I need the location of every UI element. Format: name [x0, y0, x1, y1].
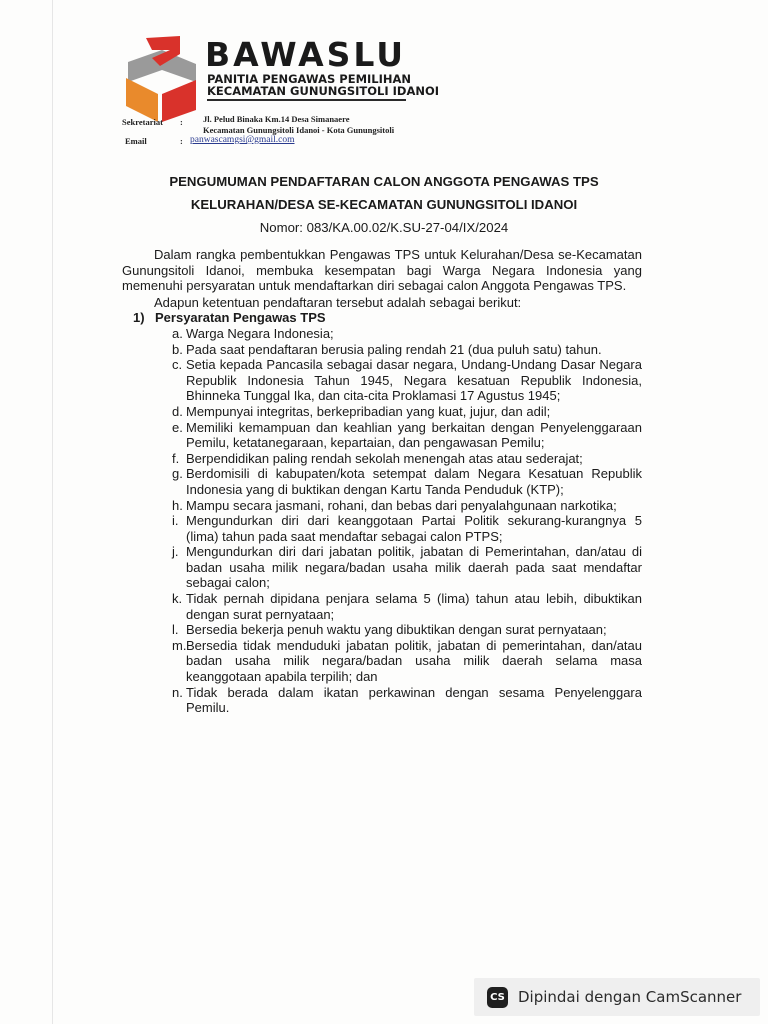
- logo-red-box-left: [162, 80, 196, 122]
- requirement-item: [172, 466, 642, 497]
- org-name: BAWASLU: [205, 35, 407, 74]
- requirement-item: [172, 622, 642, 638]
- email-colon: :: [180, 136, 183, 146]
- requirement-letter: h.: [172, 497, 183, 513]
- camscanner-watermark: [474, 978, 760, 1016]
- requirement-letter: f.: [172, 450, 180, 466]
- requirement-letter: k.: [172, 591, 183, 607]
- requirement-text: Setia kepada Pancasila sebagai dasar negara, Undang-Undang Dasar Negara Republik Indonesia Tahun 1945, Negara kesatuan Republik Indonesia, Bhinneka Tunggal Ika, dan cita-cita Proklamasi 17 Agustus 1945;: [186, 357, 642, 404]
- logo-orange-box: [126, 78, 158, 122]
- page-edge-shadow: [52, 0, 53, 1024]
- requirement-item: [172, 685, 642, 716]
- requirement-item: [172, 357, 642, 404]
- requirement-text: Bersedia tidak menduduki jabatan politik, jabatan di pemerintahan, dan/atau badan usaha milik negara/badan usaha milik daerah selama masa keanggotaan apabila terpilih; dan: [186, 637, 642, 685]
- requirement-text: Memiliki kemampuan dan keahlian yang berkaitan dengan Penyelenggaraan Pemilu, ketatanegaraan, kepartaian, dan pengawasan Pemilu;: [186, 419, 642, 451]
- requirement-text: Mampu secara jasmani, rohani, dan bebas dari penyalahgunaan narkotika;: [186, 497, 617, 513]
- requirement-item: [172, 326, 642, 342]
- requirement-text: Mengundurkan diri dari jabatan politik, jabatan di Pemerintahan, dan/atau di badan usaha milik negara/badan usaha milik daerah pada saat mendaftar sebagai calon;: [186, 544, 642, 591]
- requirement-text: Berpendidikan paling rendah sekolah menengah atas atau sederajat;: [186, 450, 583, 466]
- camscanner-icon: CS: [487, 987, 508, 1008]
- requirement-item: [172, 513, 642, 544]
- requirement-letter: a.: [172, 325, 183, 341]
- requirement-letter: j.: [172, 544, 179, 560]
- requirement-text: Tidak berada dalam ikatan perkawinan dengan sesama Penyelenggara Pemilu.: [186, 684, 642, 716]
- header-rule: [207, 99, 406, 101]
- document-body: [122, 247, 642, 716]
- sekretariat-colon: :: [180, 117, 183, 127]
- requirement-letter: e.: [172, 419, 183, 435]
- ketentuan-line: Adapun ketentuan pendaftaran tersebut adalah sebagai berikut:: [154, 294, 522, 310]
- org-line-1: PANITIA PENGAWAS PEMILIHAN: [207, 72, 412, 86]
- requirement-text: Tidak pernah dipidana penjara selama 5 (lima) tahun atau lebih, dibuktikan dengan surat pernyataan;: [186, 591, 642, 622]
- requirement-letter: n.: [172, 684, 183, 700]
- section-title: Persyaratan Pengawas TPS: [155, 310, 326, 326]
- org-line-2: KECAMATAN GUNUNGSITOLI IDANOI: [207, 84, 440, 98]
- requirement-item: [172, 498, 642, 514]
- requirement-item: [172, 591, 642, 622]
- document-number: Nomor: 083/KA.00.02/K.SU-27-04/IX/2024: [259, 220, 509, 235]
- sekretariat-label: Sekretariat: [122, 117, 163, 127]
- intro-paragraph: Dalam rangka pembentukkan Pengawas TPS untuk Kelurahan/Desa se-Kecamatan Gunungsitoli Idanoi, membuka kesempatan bagi Warga Negara Indonesia yang memenuhi persyaratan untuk mendaftarkan diri sebagai calon Anggota Pengawas TPS.: [122, 247, 642, 294]
- requirement-text: Berdomisili di kabupaten/kota setempat dalam Negara Kesatuan Republik Indonesia yang di buktikan dengan Kartu Tanda Penduduk (KTP);: [186, 466, 642, 497]
- email-label: Email: [125, 136, 147, 146]
- document-title-line-2: KELURAHAN/DESA SE-KECAMATAN GUNUNGSITOLI IDANOI: [190, 197, 578, 212]
- document-title-line-1: PENGUMUMAN PENDAFTARAN CALON ANGGOTA PENGAWAS TPS: [169, 174, 599, 189]
- requirement-item: [172, 420, 642, 451]
- address-line-2: Kecamatan Gunungsitoli Idanoi - Kota Gunungsitoli: [203, 125, 395, 135]
- requirement-letter: l.: [172, 622, 179, 638]
- requirement-text: Mempunyai integritas, berkepribadian yang kuat, jujur, dan adil;: [186, 403, 551, 419]
- bawaslu-logo-icon: [122, 36, 204, 122]
- requirement-letter: i.: [172, 513, 179, 529]
- requirement-item: [172, 342, 642, 358]
- requirement-text: Warga Negara Indonesia;: [186, 325, 334, 341]
- requirement-item: [172, 638, 642, 685]
- requirement-letter: d.: [172, 403, 183, 419]
- requirement-item: [172, 544, 642, 591]
- section-number: 1): [133, 310, 145, 326]
- requirement-item: [172, 404, 642, 420]
- email-link[interactable]: panwascamgsi@gmail.com: [190, 135, 295, 145]
- requirement-letter: c.: [172, 357, 183, 373]
- requirement-letter: m.: [172, 637, 187, 653]
- address-line-1: Jl. Pelud Binaka Km.14 Desa Simanaere: [203, 114, 350, 124]
- section-heading: [133, 310, 642, 326]
- requirement-text: Mengundurkan diri dari keanggotaan Partai Politik sekurang-kurangnya 5 (lima) tahun pada saat mendaftar sebagai calon PTPS;: [186, 513, 642, 544]
- requirement-letter: g.: [172, 466, 183, 482]
- camscanner-text: Dipindai dengan CamScanner: [518, 988, 742, 1006]
- requirements-list: [122, 326, 642, 716]
- requirement-item: [172, 451, 642, 467]
- requirement-letter: b.: [172, 341, 183, 357]
- requirement-text: Pada saat pendaftaran berusia paling rendah 21 (dua puluh satu) tahun.: [186, 341, 602, 357]
- requirement-text: Bersedia bekerja penuh waktu yang dibuktikan dengan surat pernyataan;: [186, 622, 607, 638]
